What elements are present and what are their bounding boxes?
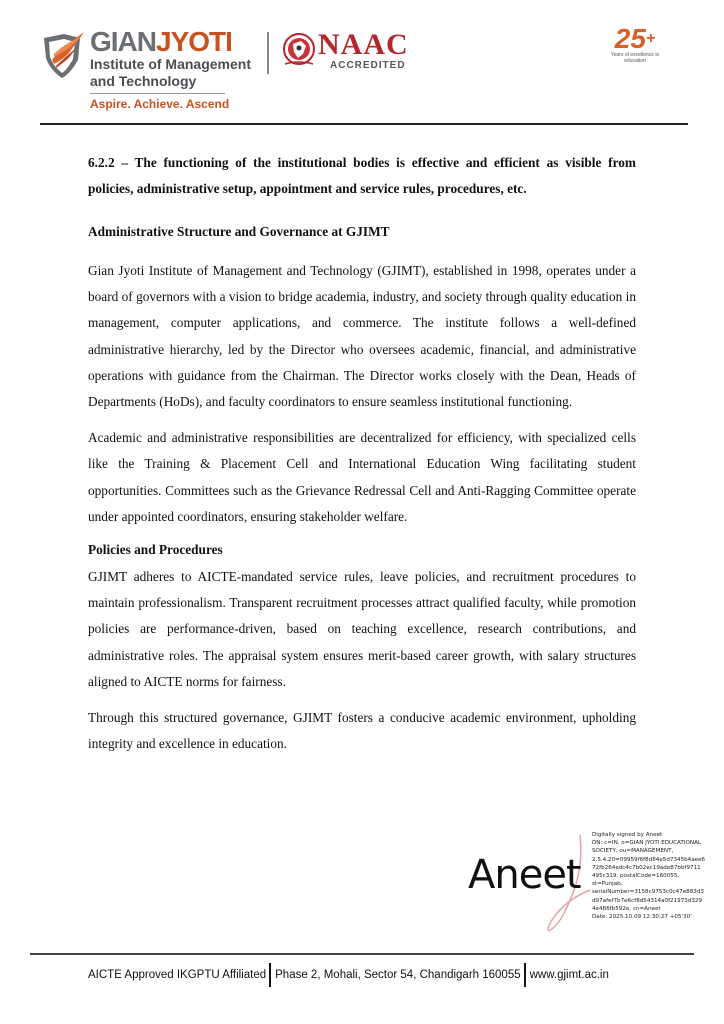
footer-separator (524, 963, 526, 987)
brand-divider-rule (90, 93, 225, 94)
footer-separator (269, 963, 271, 987)
naac-emblem-icon (281, 32, 317, 68)
footer-affiliation: AICTE Approved IKGPTU Affiliated (88, 969, 267, 981)
signature-detail-line: serialNumber=3158c9753c0c47e883d3 (592, 889, 704, 896)
paragraph-conclusion: Through this structured governance, GJIMT fosters a conducive academic environment, upholding integrity and excellence in education. (88, 710, 636, 752)
gianjyoti-shield-logo-icon (40, 30, 88, 80)
signature-detail-line: 4e486fb592e, cn=Aneet (592, 905, 661, 912)
signature-detail-line: 72fb264edc4c7b02ec19ade87bbf9711 (592, 864, 701, 871)
signature-details (592, 831, 722, 921)
signature-detail-line: SOCIETY, ou=MANAGEMENT, (592, 848, 674, 855)
naac-accredited-label: ACCREDITED (330, 60, 406, 71)
anniversary-text: Years of excellence in education (610, 52, 660, 64)
anniversary-badge (604, 23, 666, 64)
signature-detail-line: Digitally signed by Aneet (592, 832, 663, 838)
subheading-administrative-structure: Administrative Structure and Governance at GJIMT (88, 224, 390, 239)
brand-tagline: Aspire. Achieve. Ascend (90, 97, 230, 111)
section-heading: 6.2.2 – The functioning of the institutional bodies is effective and efficient as visible from policies, administrative setup, appointment and service rules, procedures, etc. (88, 155, 636, 196)
document-body (88, 150, 636, 757)
subheading-policies: Policies and Procedures (88, 542, 223, 558)
anniversary-number: 25 (614, 23, 646, 54)
signature-detail-line: 495c319, postalCode=160055, (592, 873, 680, 880)
anniversary-plus: + (645, 30, 656, 47)
gianjyoti-wordmark (90, 28, 251, 111)
logo-separator (267, 32, 269, 74)
header-divider (40, 123, 688, 125)
signature-detail-line: Date: 2025.10.09 12:30:27 +05'30' (592, 914, 692, 921)
signature-detail-line: st=Punjab, (592, 881, 623, 888)
paragraph-decentralization: Academic and administrative responsibilities are decentralized for efficiency, with specialized cells like the Training & Placement Cell and International Education Wing facilitating student opportunities. Committees such as the Grievance Redressal Cell and Anti-Ragging Committee operate under appointed coordinators, ensuring stakeholder welfare. (88, 430, 636, 524)
footer-divider (30, 953, 694, 955)
signature-detail-line: d97afef7b7e6cf8d54314a0f21973d329 (592, 897, 703, 904)
page-header (0, 0, 724, 130)
brand-subtitle-line2: and Technology (90, 73, 197, 89)
brand-subtitle-line1: Institute of Management (90, 56, 252, 72)
paragraph-policies: GJIMT adheres to AICTE-mandated service rules, leave policies, and recruitment procedures to maintain professionalism. Transparent recruitment processes attract qualified faculty, while promotion policies are performance-driven, based on teaching excellence, research contributions, and administrative roles. The appraisal system ensures merit-based career growth, with salary structures aligned to AICTE norms for fairness. (88, 569, 636, 689)
footer-website-link[interactable]: www.gjimt.ac.in (529, 969, 609, 981)
brand-name-jyoti: JYOTI (156, 26, 232, 57)
paragraph-governance: Gian Jyoti Institute of Management and Technology (GJIMT), established in 1998, operates under a board of governors with a vision to bridge academia, industry, and society through quality education in management, computer applications, and commerce. The institute follows a well-defined administrative hierarchy, led by the Director who oversees academic, financial, and administrative operations with guidance from the Chairman. The Director works closely with the Dean, Heads of Departments (HoDs), and faculty coordinators to ensure seamless institutional functioning. (88, 263, 636, 410)
naac-accredited-badge (318, 30, 409, 71)
footer-address: Phase 2, Mohali, Sector 54, Chandigarh 160055 (275, 969, 521, 981)
signature-name: Aneet (468, 852, 581, 898)
brand-name-gian: GIAN (90, 26, 156, 57)
page-footer (88, 962, 609, 988)
naac-title: NAAC (318, 28, 409, 61)
signature-detail-line: DN: c=IN, o=GIAN JYOTI EDUCATIONAL (592, 840, 702, 847)
signature-detail-line: 2.5.4.20=09959f6f8d84e5d7345b4aee6 (592, 856, 706, 863)
